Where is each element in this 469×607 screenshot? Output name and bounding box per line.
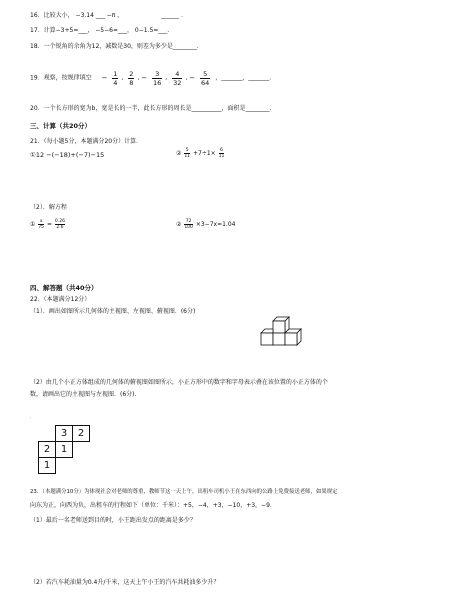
q21-p2-label: ② <box>176 150 182 157</box>
q19-num-5: 5 <box>200 70 210 79</box>
mark-dot: . <box>30 414 32 419</box>
top-view-grid <box>37 425 91 473</box>
q19-sign-3: − <box>141 74 148 82</box>
q16-text: 16．比较大小， −3.14 ___ −π ， <box>30 12 124 19</box>
q21-p3-fraction-b <box>55 219 65 230</box>
q21-intro: 21．（每小题5分，本题满分20分）计算. <box>30 138 138 145</box>
q21-p3-label: ① <box>30 221 36 228</box>
question-17: 17．计算−3+5=___， −5−6=___， 0−1.5=___. <box>30 27 170 34</box>
grid-cell: 1 <box>55 441 73 458</box>
q21-p4-a-num: 72 <box>185 219 192 224</box>
q19-sign-5: − <box>189 74 196 82</box>
q19-num-1: 1 <box>113 69 118 78</box>
q21-p3-eq: = <box>46 221 52 228</box>
q22-sub-2-line-2: 数，请画出它的主视图与左视图．(6分)． <box>30 391 141 398</box>
grid-cell: 3 <box>55 425 73 442</box>
q21-p2-b-num: 6 <box>220 148 223 153</box>
q21-p2-a-den: 11 <box>184 154 191 159</box>
q22-intro: 22．（本题满分12分） <box>30 296 91 303</box>
q22-sub-2-line-1: （2）由几个小正方体组成的几何体的俯视图如图所示，小正方形中的数字和字母表示叠在该位置的小正方体的个 <box>30 379 328 386</box>
q23-line-2: 向东为正，向西为负，出租车的行程如下（单位：千米）：+5，−4，+3，−10，+3，−9． <box>30 502 276 509</box>
q21-p3-a-den: 75 <box>38 225 45 230</box>
grid-cell: 2 <box>72 425 90 442</box>
q19-fraction-1 <box>112 70 118 87</box>
q19-tail: ，_______，_______. <box>215 74 272 82</box>
q19-sign-1: − <box>101 74 108 82</box>
q21-part-2 <box>176 148 225 160</box>
grid-cell: 1 <box>38 457 56 474</box>
q19-fraction-3 <box>152 70 162 87</box>
q21-p4-fraction-a <box>184 219 193 230</box>
q23-sub-1: （1）最后一名老师送到目的时，小王距出发点的距离是多少？ <box>30 517 196 524</box>
q21-part-4 <box>176 219 235 231</box>
q22-sub-1: （1）．画出如图所示几何体的主视图、左视图、俯视图．(6分) <box>30 308 196 315</box>
q19-den-4: 32 <box>173 78 182 87</box>
stacked-cubes-figure <box>253 315 313 355</box>
question-18: 18．一个锐角的余角为12，减数是30，则差为多少是________. <box>30 43 199 50</box>
q21-p2-mid: +7÷1× <box>192 150 216 157</box>
q21-part-3 <box>30 219 66 231</box>
q21-p4-label: ② <box>176 221 182 228</box>
q19-fraction-2 <box>128 70 134 87</box>
q19-fraction-5 <box>200 70 210 87</box>
question-19: 19．观察，按规律填空 − $\frac{1}{4}$ , $\frac{2}{8}$ , − $\frac{3}{16}$ , $\frac{4}{32}$ , − $\frac{5}{64}$ ，_______，_______. <box>30 69 272 87</box>
q19-num-2: 2 <box>129 69 134 78</box>
q19-den-5: 64 <box>201 78 210 87</box>
q19-den-1: 4 <box>113 78 118 87</box>
q19-den-3: 16 <box>153 78 162 87</box>
q23-line-1: 23．（本题满分10分）为体现社会对老师的尊重，教师节这一天上午，出租车司机小王在东西向的公路上免费接送老师，如果规定 <box>30 489 338 495</box>
q21-part-1: ①12 −(−18)+(−7)−15 <box>30 151 105 159</box>
q21-p3-b-den: 2.6 <box>56 225 64 230</box>
question-16 <box>30 12 187 20</box>
q19-num-4: 4 <box>172 70 182 79</box>
q21-p3-fraction-a <box>38 219 44 230</box>
q21-p3-b-num: 0.26 <box>54 219 65 224</box>
section-4-title: 四、解答题（共40分） <box>30 284 98 292</box>
q19-num-3: 3 <box>152 70 162 79</box>
q21-p2-a-num: 5 <box>185 148 189 153</box>
q23-sub-2: （2）若汽车耗油量为0.4升/千米，这天上午小王的汽车共耗油多少升？ <box>30 579 220 586</box>
q21-p2-fraction-a <box>184 148 190 159</box>
section-3-title: 三、计算（共20分） <box>30 122 92 130</box>
q21-p4-rest: ×3−7x=1.04 <box>195 221 236 228</box>
q19-den-2: 8 <box>129 78 134 87</box>
q21-p2-b-den: 11 <box>218 154 225 159</box>
q21-sub-2: （2）．解方程 <box>30 204 67 211</box>
q19-fraction-4 <box>172 70 182 87</box>
q21-p3-a-num: x <box>39 219 43 224</box>
q21-p4-a-den: 100 <box>184 225 193 230</box>
q19-lead: 19．观察，按规律填空 <box>30 74 92 82</box>
grid-cell: 2 <box>38 441 56 458</box>
q16-blank: ______ <box>161 12 180 19</box>
q16-end: ． <box>181 12 188 19</box>
question-20: 20．一个长方形的宽为b，宽是长的一半，此长方形的周长是__________，面积是________. <box>30 105 272 112</box>
q21-p2-fraction-b <box>219 148 225 159</box>
